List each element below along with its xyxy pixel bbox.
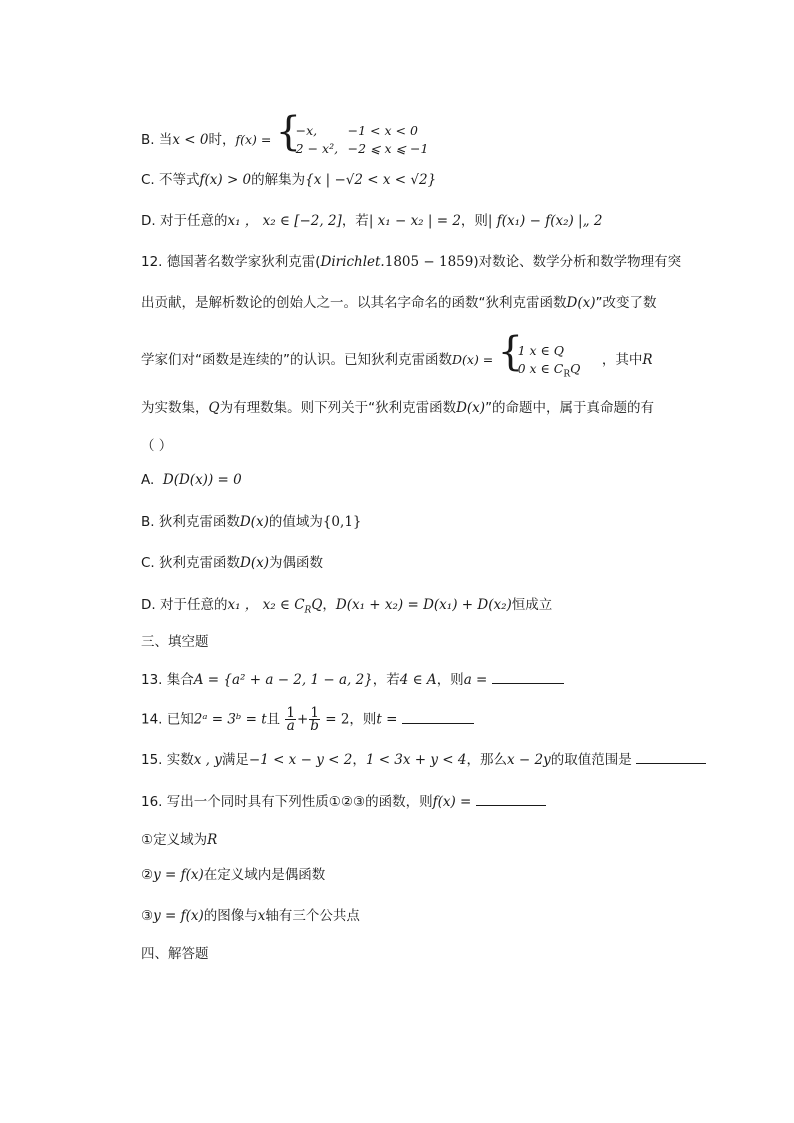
q12-line3: 学家们对“函数是连续的”的认识。已知狄利克雷函数D(x) = { 1 x ∈ Q 0 x ∈ $C_RQ$ ，其中R (141, 329, 653, 380)
q12-option-c: C. 狄利克雷函数D(x)为偶函数 (141, 555, 323, 571)
q16-property-2: ②y = f(x)在定义域内是偶函数 (141, 867, 326, 883)
q12-line1: 12. 德国著名数学家狄利克雷(Dirichlet.1805 − 1859)对数论、数学分析和数学物理有突 (141, 254, 682, 270)
q13-line: 13. 集合A = {a² + a − 2, 1 − a, 2}，若4 ∈ A，则a = (141, 669, 564, 690)
q12-option-a: A. D(D(x)) = 0 (141, 472, 242, 488)
q12-answer-paren: （ ） (141, 438, 173, 454)
q13-answer-blank[interactable] (492, 669, 564, 684)
section-answer-title: 四、解答题 (141, 946, 209, 962)
q16-property-1: ①定义域为R (141, 832, 218, 848)
q15-answer-blank[interactable] (636, 749, 706, 764)
q12-line4: 为实数集，Q为有理数集。则下列关于“狄利克雷函数D(x)”的命题中，属于真命题的有 (141, 400, 655, 416)
piecewise-function: { −x, −1 < x < 0 2 − x², −2 ⩽ x ⩽ −1 (275, 109, 429, 156)
q12-option-d: D. 对于任意的x₁ ， x₂ ∈ $C_RQ$，D(x₁ + x₂) = D(x₁) + D(x₂)恒成立 (141, 597, 553, 616)
option-b-label: B. (141, 132, 159, 148)
section-fill-in-title: 三、填空题 (141, 634, 209, 650)
q15-line: 15. 实数x , y满足−1 < x − y < 2，1 < 3x + y < 4，那么x − 2y的取值范围是 (141, 749, 706, 770)
option-b-line: B. 当x < 0时，f(x) = { −x, −1 < x < 0 2 − x², −2 ⩽ x ⩽ −1 (141, 120, 426, 160)
q12-option-b: B. 狄利克雷函数D(x)的值域为{0,1} (141, 514, 362, 530)
dirichlet-piecewise: { 1 x ∈ Q 0 x ∈ $C_RQ$ (497, 329, 581, 380)
q16-line: 16. 写出一个同时具有下列性质①②③的函数，则f(x) = (141, 791, 546, 812)
q14-answer-blank[interactable] (402, 709, 474, 724)
q16-property-3: ③y = f(x)的图像与x轴有三个公共点 (141, 908, 360, 924)
q16-answer-blank[interactable] (476, 791, 546, 806)
q12-line2: 出贡献，是解析数论的创始人之一。以其名字命名的函数“狄利克雷函数D(x)”改变了数 (141, 295, 657, 311)
fraction-1-over-b: $\frac{1}{b}$ (310, 705, 319, 734)
option-c-line: C. 不等式f(x) > 0的解集为{x | −√2 < x < √2} (141, 172, 437, 188)
option-d-line: D. 对于任意的x₁ ， x₂ ∈ [−2, 2]，若| x₁ − x₂ | = 2，则| f(x₁) − f(x₂) |„ 2 (141, 213, 603, 229)
fraction-1-over-a: $\frac{1}{a}$ (286, 705, 296, 734)
q14-line: 14. 已知2ᵃ = 3ᵇ = t且 $\frac{1}{a}$ + $\frac{1}{b}$ = 2，则t = (141, 707, 474, 732)
